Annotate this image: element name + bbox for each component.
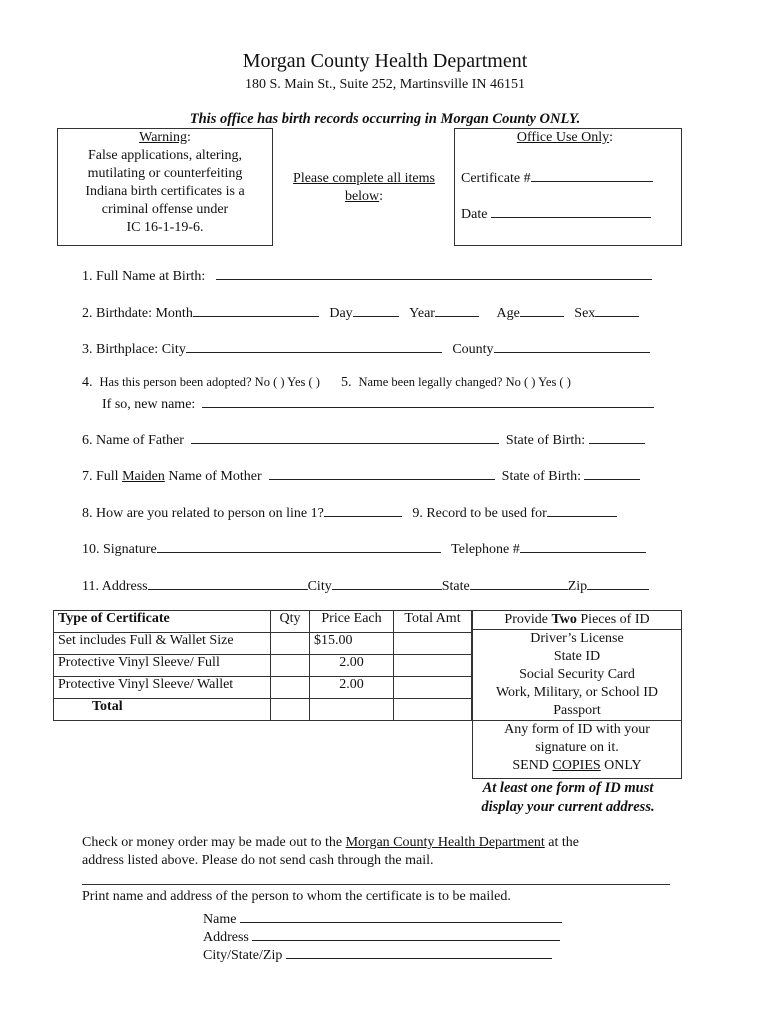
price-cell: $15.00 [310, 633, 394, 655]
field-birthdate: 2. Birthdate: Month Day Year Age Sex [82, 302, 639, 322]
total-label: Total [54, 699, 271, 721]
table-row [54, 677, 472, 699]
field-address: 11. Address City State Zip [82, 575, 649, 595]
birth-day-input[interactable] [353, 302, 399, 317]
mailing-instructions: Print name and address of the person to whom the certificate is to be mailed. [82, 889, 511, 904]
birth-month-input[interactable] [193, 302, 319, 317]
mailing-name-row: Name [203, 908, 562, 928]
warning-box [57, 128, 273, 246]
mailing-name-input[interactable] [240, 908, 562, 923]
address-id-note: At least one form of ID must display your current address. [481, 780, 655, 815]
table-row [54, 633, 472, 655]
certificate-number-row: Certificate # [461, 167, 653, 187]
price-total-cell [310, 699, 394, 721]
office-date-row: Date [461, 203, 651, 223]
total-amt-cell[interactable] [394, 655, 472, 677]
id-option: Work, Military, or School ID [495, 685, 659, 700]
warning-line: mutilating or counterfeiting [87, 166, 243, 181]
field-new-name: If so, new name: [102, 393, 654, 413]
table-total-row [54, 699, 472, 721]
field-mother-name: 7. Full Maiden Name of Mother State of Birth: [82, 465, 640, 485]
certificate-type: Protective Vinyl Sleeve/ Wallet [54, 677, 271, 699]
new-name-input[interactable] [202, 393, 654, 408]
record-purpose-input[interactable] [547, 502, 617, 517]
certificate-table [53, 610, 472, 721]
qty-total-cell[interactable] [271, 699, 310, 721]
total-amt-cell[interactable] [394, 677, 472, 699]
warning-line: Indiana birth certificates is a [85, 184, 245, 199]
mother-maiden-name-input[interactable] [269, 465, 495, 480]
zip-input[interactable] [587, 575, 649, 590]
warning-line: criminal offense under [101, 202, 229, 217]
field-father-name: 6. Name of Father State of Birth: [82, 429, 645, 449]
payment-instructions: Check or money order may be made out to the Morgan County Health Department at the address listed above. Please do not send cash through the mail. [82, 835, 580, 868]
table-header: Total Amt [394, 611, 472, 633]
id-requirements-box [472, 610, 682, 779]
section-divider [82, 884, 670, 885]
certificate-type: Set includes Full & Wallet Size [54, 633, 271, 655]
birth-year-input[interactable] [435, 302, 479, 317]
id-signature-note: Any form of ID with your signature on it. SEND COPIES ONLY [473, 720, 681, 775]
department-address: 180 S. Main St., Suite 252, Martinsville IN 46151 [245, 77, 525, 92]
office-date-field[interactable] [491, 203, 651, 218]
city-input[interactable] [332, 575, 442, 590]
name-changed-question[interactable]: Name been legally changed? No ( ) Yes ( ) [358, 375, 571, 389]
certificate-type: Protective Vinyl Sleeve/ Full [54, 655, 271, 677]
instruction-note: Please complete all items below: [293, 171, 435, 204]
records-notice: This office has birth records occurring in Morgan County ONLY. [189, 111, 581, 127]
birthplace-county-input[interactable] [494, 338, 650, 353]
age-input[interactable] [520, 302, 564, 317]
mailing-address-input[interactable] [252, 926, 560, 941]
signature-input[interactable] [157, 538, 441, 553]
id-option: Passport [553, 703, 601, 718]
price-cell: 2.00 [310, 655, 394, 677]
field-adopted-legal-change: 4. Has this person been adopted? No ( ) Yes ( ) 5. Name been legally changed? No ( ) Yes ( ) [82, 375, 571, 390]
address-input[interactable] [148, 575, 308, 590]
office-use-heading: Office Use Only: [516, 130, 613, 145]
field-full-name: 1. Full Name at Birth: [82, 265, 652, 285]
qty-cell[interactable] [271, 633, 310, 655]
total-amt-cell[interactable] [394, 633, 472, 655]
table-header-row [54, 611, 472, 633]
field-birthplace: 3. Birthplace: City County [82, 338, 650, 358]
price-cell: 2.00 [310, 677, 394, 699]
qty-cell[interactable] [271, 655, 310, 677]
sex-input[interactable] [595, 302, 639, 317]
id-option: State ID [553, 649, 601, 664]
mailing-csz-row: City/State/Zip [203, 944, 552, 964]
mailing-city-state-zip-input[interactable] [286, 944, 552, 959]
state-input[interactable] [470, 575, 568, 590]
telephone-input[interactable] [520, 538, 646, 553]
field-relation-purpose: 8. How are you related to person on line 1? 9. Record to be used for [82, 502, 617, 522]
warning-line: IC 16-1-19-6. [126, 220, 204, 235]
office-use-box [454, 128, 682, 246]
warning-heading: Warning: [139, 130, 191, 145]
page-title: Morgan County Health Department [242, 50, 528, 72]
grand-total-cell[interactable] [394, 699, 472, 721]
warning-line: False applications, altering, [88, 148, 242, 163]
id-option: Social Security Card [519, 667, 635, 682]
full-name-input[interactable] [216, 265, 652, 280]
relation-input[interactable] [324, 502, 402, 517]
table-header: Price Each [310, 611, 394, 633]
adopted-question[interactable]: Has this person been adopted? No ( ) Yes ( ) [99, 375, 320, 389]
table-row [54, 655, 472, 677]
table-header: Type of Certificate [54, 611, 271, 633]
qty-cell[interactable] [271, 677, 310, 699]
id-heading: Provide Two Pieces of ID [473, 611, 681, 630]
field-signature: 10. Signature Telephone # [82, 538, 646, 558]
mother-birth-state-input[interactable] [584, 465, 640, 480]
certificate-number-field[interactable] [531, 167, 653, 182]
id-option: Driver’s License [530, 631, 624, 646]
father-birth-state-input[interactable] [589, 429, 645, 444]
table-header: Qty [271, 611, 310, 633]
mailing-address-row: Address [203, 926, 560, 946]
birthplace-city-input[interactable] [186, 338, 442, 353]
father-name-input[interactable] [191, 429, 499, 444]
